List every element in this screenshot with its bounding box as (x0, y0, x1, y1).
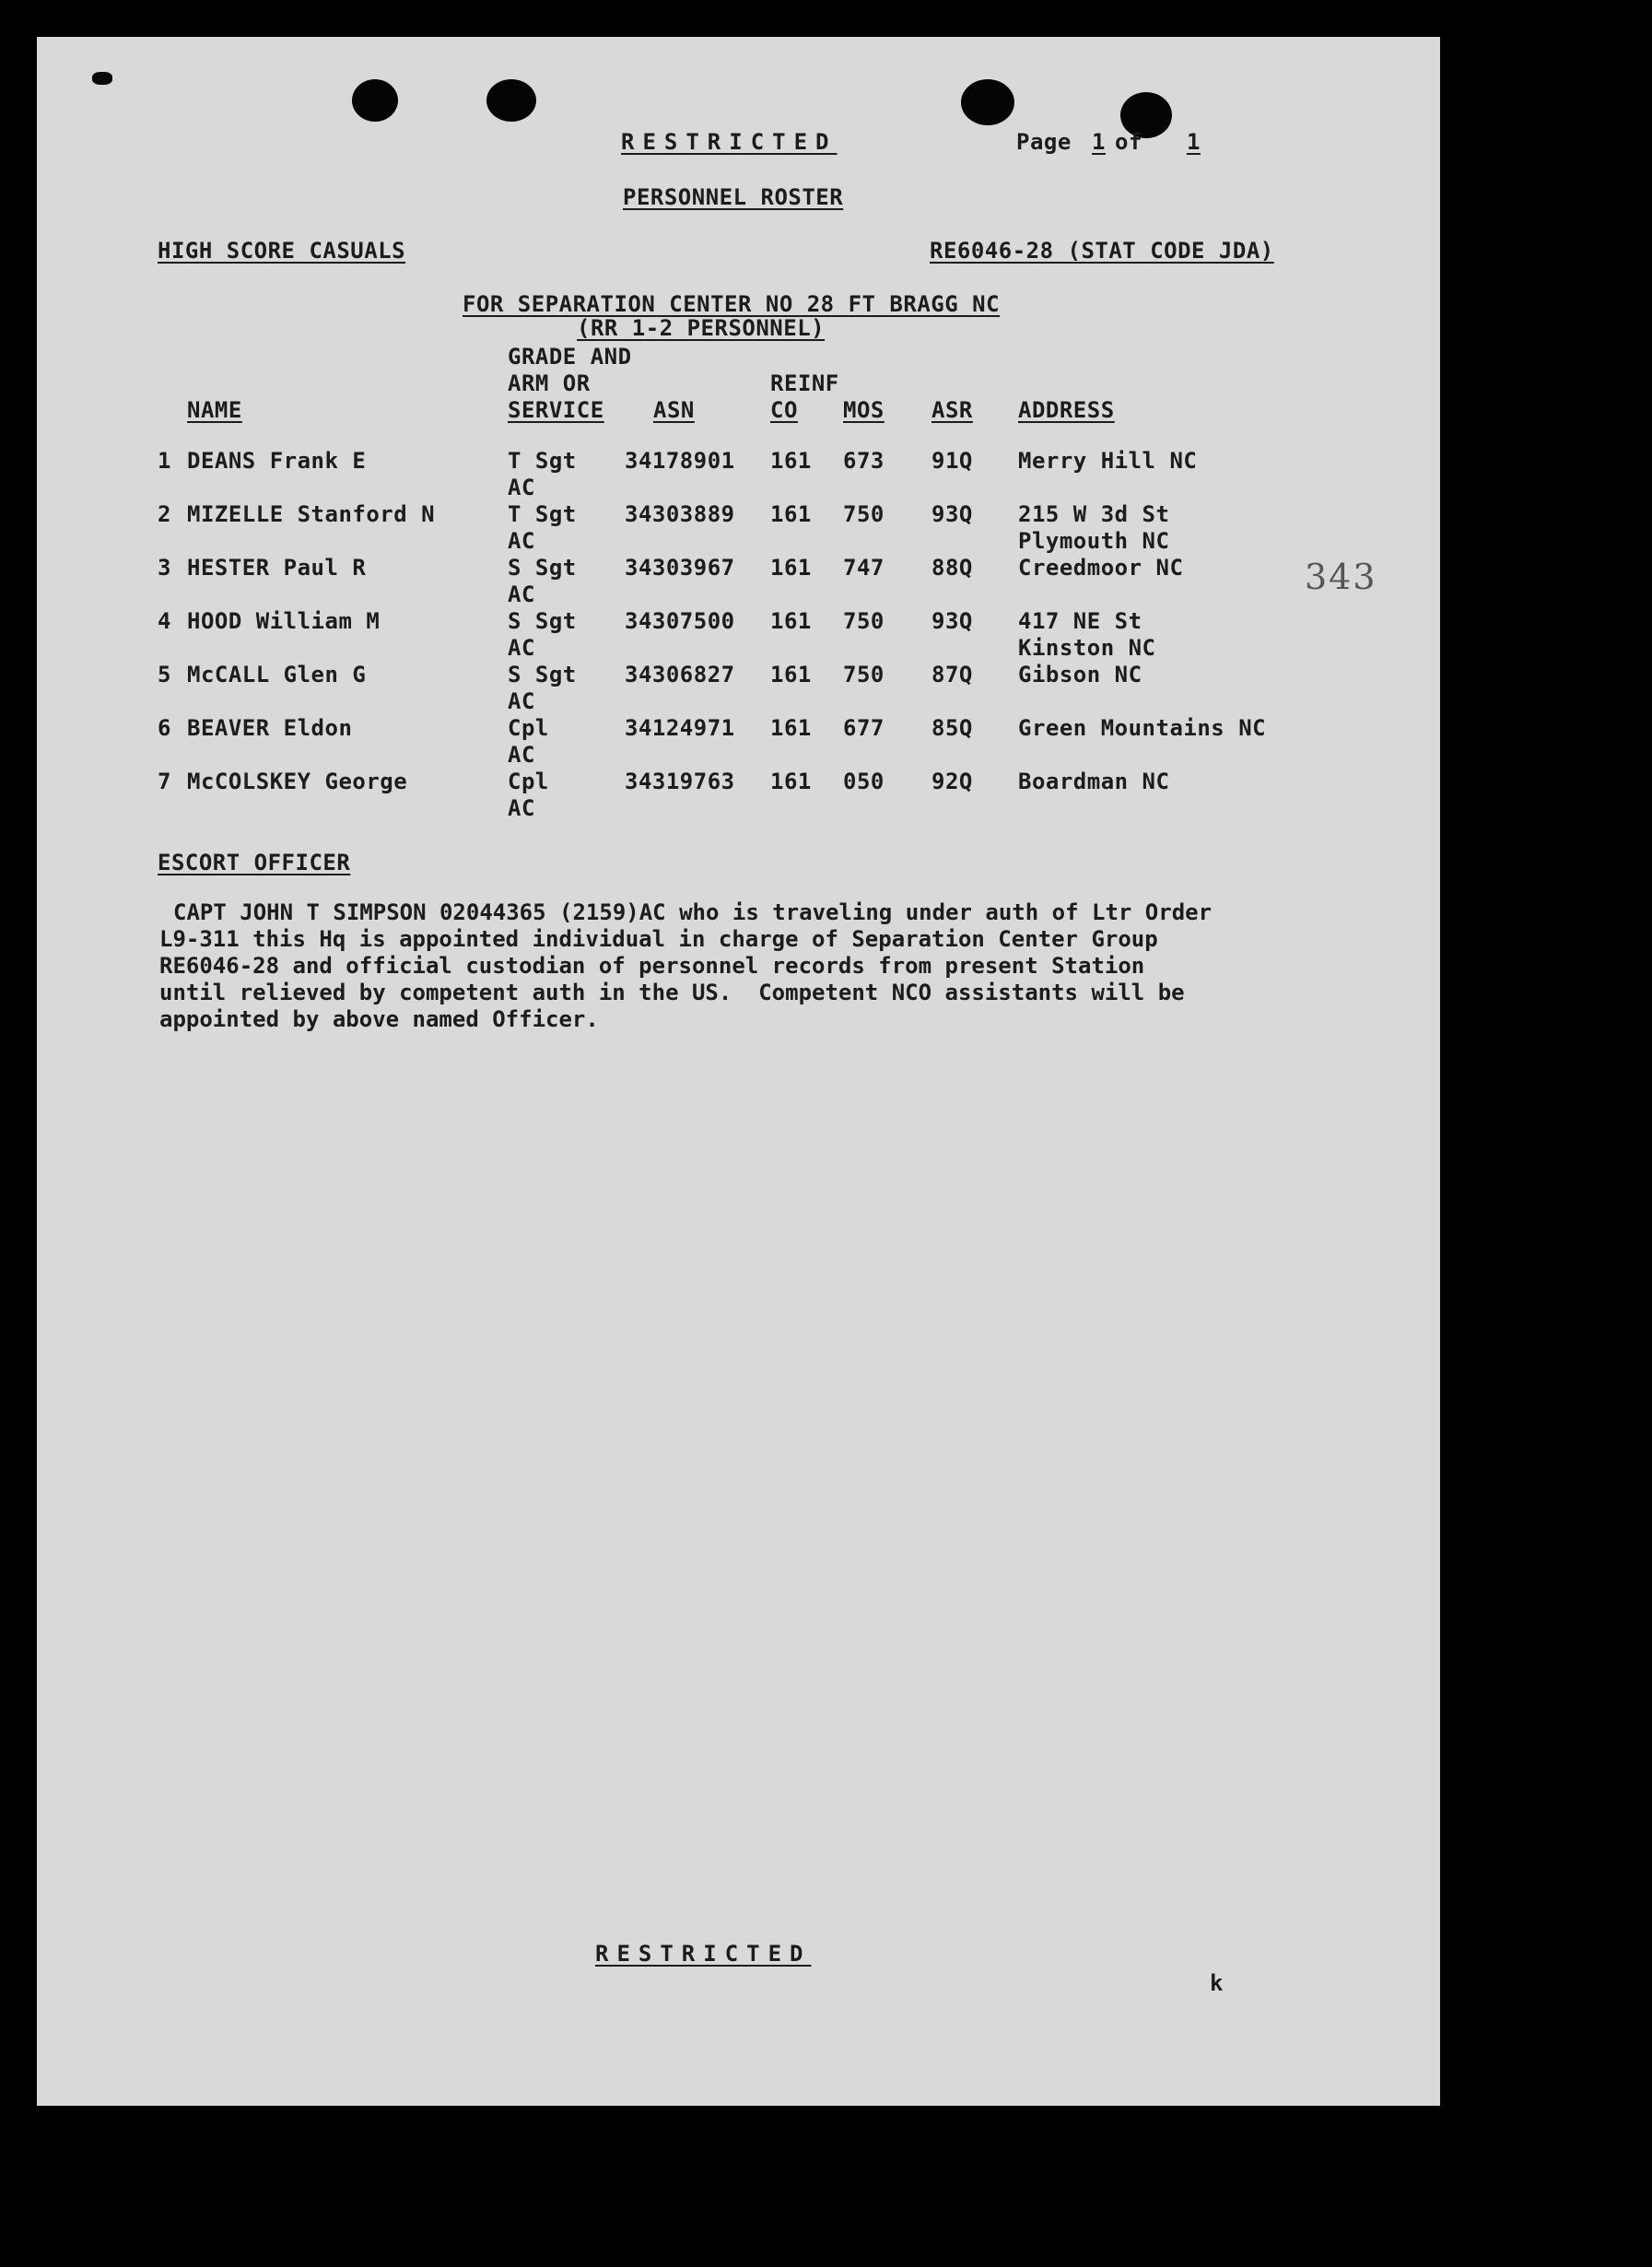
row-name: HOOD William M (187, 608, 381, 634)
row-mos: 673 (843, 448, 885, 474)
page-of: of (1115, 129, 1142, 155)
row-co: 161 (770, 448, 812, 474)
row-asn: 34307500 (625, 608, 735, 634)
col-reinf-line1: REINF (770, 370, 839, 396)
row-co: 161 (770, 769, 812, 794)
escort-line: until relieved by competent auth in the US. Competent NCO assistants will be (159, 980, 1185, 1005)
escort-line: appointed by above named Officer. (159, 1006, 599, 1032)
row-name: BEAVER Eldon (187, 715, 353, 741)
row-asr: 93Q (931, 501, 973, 527)
punch-hole (352, 79, 398, 122)
escort-heading: ESCORT OFFICER (158, 850, 351, 875)
col-asn: ASN (653, 397, 695, 423)
row-asr: 93Q (931, 608, 973, 634)
document-page (37, 37, 1440, 2106)
right-heading: RE6046-28 (STAT CODE JDA) (930, 238, 1274, 264)
row-address: Green Mountains NC (1018, 715, 1267, 741)
row-grade: Cpl (508, 769, 549, 794)
row-arm: AC (508, 635, 535, 661)
row-number: 4 (158, 608, 171, 634)
row-co: 161 (770, 608, 812, 634)
row-asr: 88Q (931, 555, 973, 581)
col-address: ADDRESS (1018, 397, 1115, 423)
row-address: 417 NE St (1018, 608, 1142, 634)
row-arm: AC (508, 795, 535, 821)
row-number: 3 (158, 555, 171, 581)
destination-line-1: FOR SEPARATION CENTER NO 28 FT BRAGG NC (463, 291, 1001, 317)
row-co: 161 (770, 662, 812, 687)
page-number: 1 (1092, 129, 1106, 155)
row-co: 161 (770, 555, 812, 581)
row-grade: Cpl (508, 715, 549, 741)
col-co: CO (770, 397, 798, 423)
destination-line-2: (RR 1-2 PERSONNEL) (577, 315, 826, 341)
row-asn: 34319763 (625, 769, 735, 794)
page-label: Page (1016, 129, 1072, 155)
punch-hole (486, 79, 536, 122)
col-mos: MOS (843, 397, 885, 423)
row-number: 6 (158, 715, 171, 741)
col-grade-line2: ARM OR (508, 370, 591, 396)
row-mos: 050 (843, 769, 885, 794)
row-asn: 34303967 (625, 555, 735, 581)
row-name: MIZELLE Stanford N (187, 501, 436, 527)
row-arm: AC (508, 475, 535, 500)
row-asn: 34178901 (625, 448, 735, 474)
row-number: 7 (158, 769, 171, 794)
row-mos: 750 (843, 501, 885, 527)
row-address-line2: Kinston NC (1018, 635, 1156, 661)
restricted-bottom: RESTRICTED (595, 1941, 812, 1967)
row-number: 5 (158, 662, 171, 687)
row-grade: T Sgt (508, 501, 577, 527)
row-asn: 34124971 (625, 715, 735, 741)
row-mos: 677 (843, 715, 885, 741)
row-grade: S Sgt (508, 608, 577, 634)
row-name: McCALL Glen G (187, 662, 367, 687)
page-title: PERSONNEL ROSTER (623, 184, 844, 210)
row-arm: AC (508, 742, 535, 768)
stamp-number: 343 (1305, 557, 1377, 597)
col-grade-line3: SERVICE (508, 397, 604, 423)
row-grade: T Sgt (508, 448, 577, 474)
row-arm: AC (508, 528, 535, 554)
row-grade: S Sgt (508, 555, 577, 581)
page-total: 1 (1187, 129, 1201, 155)
row-arm: AC (508, 688, 535, 714)
row-asn: 34306827 (625, 662, 735, 687)
row-address-line2: Plymouth NC (1018, 528, 1170, 554)
row-asr: 91Q (931, 448, 973, 474)
row-mos: 750 (843, 608, 885, 634)
escort-line: RE6046-28 and official custodian of personnel records from present Station (159, 953, 1145, 979)
row-name: HESTER Paul R (187, 555, 367, 581)
row-address: Creedmoor NC (1018, 555, 1184, 581)
row-asr: 87Q (931, 662, 973, 687)
escort-line: CAPT JOHN T SIMPSON 02044365 (2159)AC who is traveling under auth of Ltr Order (173, 899, 1213, 925)
row-name: McCOLSKEY George (187, 769, 408, 794)
row-co: 161 (770, 501, 812, 527)
row-arm: AC (508, 581, 535, 607)
speck (92, 72, 112, 85)
row-mos: 747 (843, 555, 885, 581)
row-asn: 34303889 (625, 501, 735, 527)
row-address: 215 W 3d St (1018, 501, 1170, 527)
row-address: Gibson NC (1018, 662, 1142, 687)
col-name: NAME (187, 397, 242, 423)
row-mos: 750 (843, 662, 885, 687)
escort-line: L9-311 this Hq is appointed individual in charge of Separation Center Group (159, 926, 1158, 952)
row-address: Merry Hill NC (1018, 448, 1198, 474)
row-asr: 92Q (931, 769, 973, 794)
left-heading: HIGH SCORE CASUALS (158, 238, 406, 264)
punch-hole (961, 79, 1014, 125)
row-co: 161 (770, 715, 812, 741)
row-name: DEANS Frank E (187, 448, 367, 474)
restricted-top: RESTRICTED (621, 129, 838, 155)
row-number: 1 (158, 448, 171, 474)
corner-mark: k (1210, 1970, 1224, 1996)
col-grade-line1: GRADE AND (508, 344, 632, 370)
row-grade: S Sgt (508, 662, 577, 687)
row-asr: 85Q (931, 715, 973, 741)
row-address: Boardman NC (1018, 769, 1170, 794)
row-number: 2 (158, 501, 171, 527)
col-asr: ASR (931, 397, 973, 423)
escort-paragraph (120, 899, 1327, 1033)
